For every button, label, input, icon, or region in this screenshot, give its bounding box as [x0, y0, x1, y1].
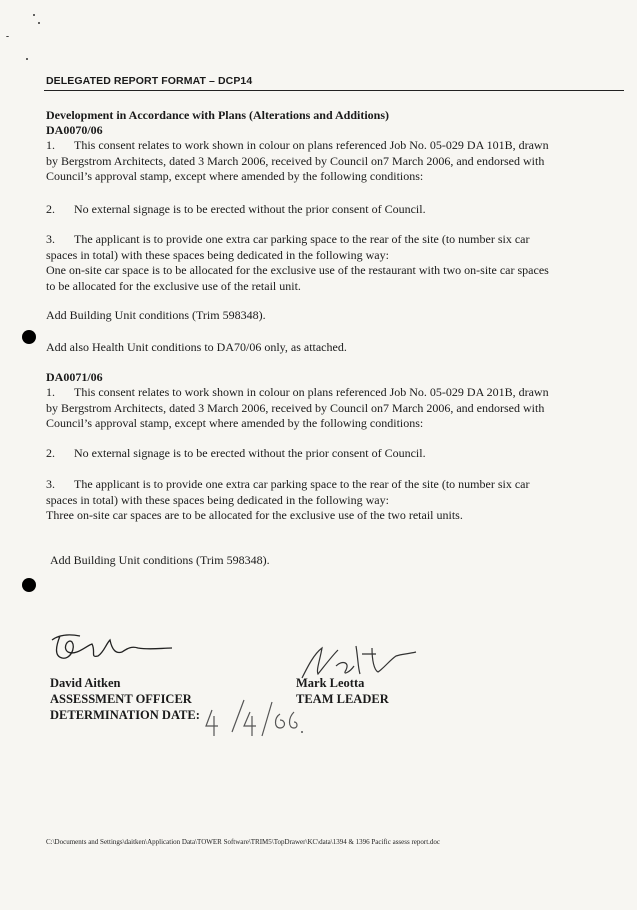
- condition-number: 1.: [46, 385, 55, 399]
- condition-text: Council’s approval stamp, except where amended by the following conditions:: [46, 416, 424, 430]
- punch-hole: [22, 330, 36, 344]
- da2-reference: DA0071/06: [46, 370, 103, 384]
- scan-speck: [33, 14, 35, 16]
- da2-condition-2: [46, 446, 606, 462]
- condition-text: No external signage is to be erected without the prior consent of Council.: [74, 446, 426, 460]
- condition-number: 1.: [46, 138, 55, 152]
- report-header: DELEGATED REPORT FORMAT – DCP14: [46, 75, 253, 87]
- officer-title: ASSESSMENT OFFICER: [50, 692, 192, 706]
- condition-text: by Bergstrom Architects, dated 3 March 2006, received by Council on7 March 2006, and endorsed with: [46, 153, 545, 168]
- da1-building-conditions: Add Building Unit conditions (Trim 598348).: [46, 308, 266, 322]
- condition-text: spaces in total) with these spaces being dedicated in the following way:: [46, 492, 389, 507]
- condition-text: Three on-site car spaces are to be allocated for the exclusive use of the two retail units.: [46, 508, 463, 522]
- da1-reference: DA0070/06: [46, 123, 103, 137]
- determination-date-label: DETERMINATION DATE:: [50, 708, 200, 722]
- condition-text: spaces in total) with these spaces being dedicated in the following way:: [46, 247, 389, 262]
- condition-number: 3.: [46, 477, 55, 491]
- officer-signature: [46, 626, 176, 666]
- da2-condition-3: [46, 477, 606, 524]
- condition-number: 2.: [46, 446, 55, 460]
- scan-speck: [6, 36, 9, 37]
- condition-text: The applicant is to provide one extra car parking space to the rear of the site (to number six car: [74, 232, 530, 246]
- header-rule: [44, 90, 624, 91]
- da2-condition-1: [46, 385, 606, 432]
- condition-text: Council’s approval stamp, except where amended by the following conditions:: [46, 169, 424, 183]
- condition-number: 2.: [46, 202, 55, 216]
- leader-name: Mark Leotta: [296, 676, 365, 690]
- officer-block: [50, 675, 200, 723]
- condition-text: No external signage is to be erected without the prior consent of Council.: [74, 202, 426, 216]
- section-title: Development in Accordance with Plans (Alterations and Additions): [46, 108, 390, 122]
- da1-condition-1: [46, 138, 606, 185]
- scan-speck: [26, 58, 28, 60]
- handwritten-date: [198, 694, 308, 744]
- leader-title: TEAM LEADER: [296, 692, 389, 706]
- condition-text: by Bergstrom Architects, dated 3 March 2006, received by Council on7 March 2006, and endorsed with: [46, 400, 545, 415]
- scan-speck: [38, 22, 40, 24]
- condition-number: 3.: [46, 232, 55, 246]
- condition-text: This consent relates to work shown in colour on plans referenced Job No. 05-029 DA 201B, drawn: [74, 385, 549, 399]
- punch-hole: [22, 578, 36, 592]
- da2-building-conditions: Add Building Unit conditions (Trim 598348).: [50, 553, 270, 567]
- condition-text: The applicant is to provide one extra car parking space to the rear of the site (to number six car: [74, 477, 530, 491]
- da1-condition-2: [46, 202, 606, 218]
- footer-file-path: C:\Documents and Settings\daitken\Application Data\TOWER Software\TRIM5\TopDrawer\KC\data\1394 & 1396 Pacific assess report.doc: [46, 838, 441, 846]
- condition-text: to be allocated for the exclusive use of the retail unit.: [46, 278, 301, 293]
- da1-condition-3: [46, 232, 606, 294]
- da1-health-conditions: Add also Health Unit conditions to DA70/06 only, as attached.: [46, 340, 347, 354]
- leader-block: [296, 675, 389, 707]
- condition-text: One on-site car space is to be allocated for the exclusive use of the restaurant with two on-site car spaces: [46, 263, 549, 277]
- officer-name: David Aitken: [50, 676, 121, 690]
- condition-text: This consent relates to work shown in colour on plans referenced Job No. 05-029 DA 101B, drawn: [74, 138, 549, 152]
